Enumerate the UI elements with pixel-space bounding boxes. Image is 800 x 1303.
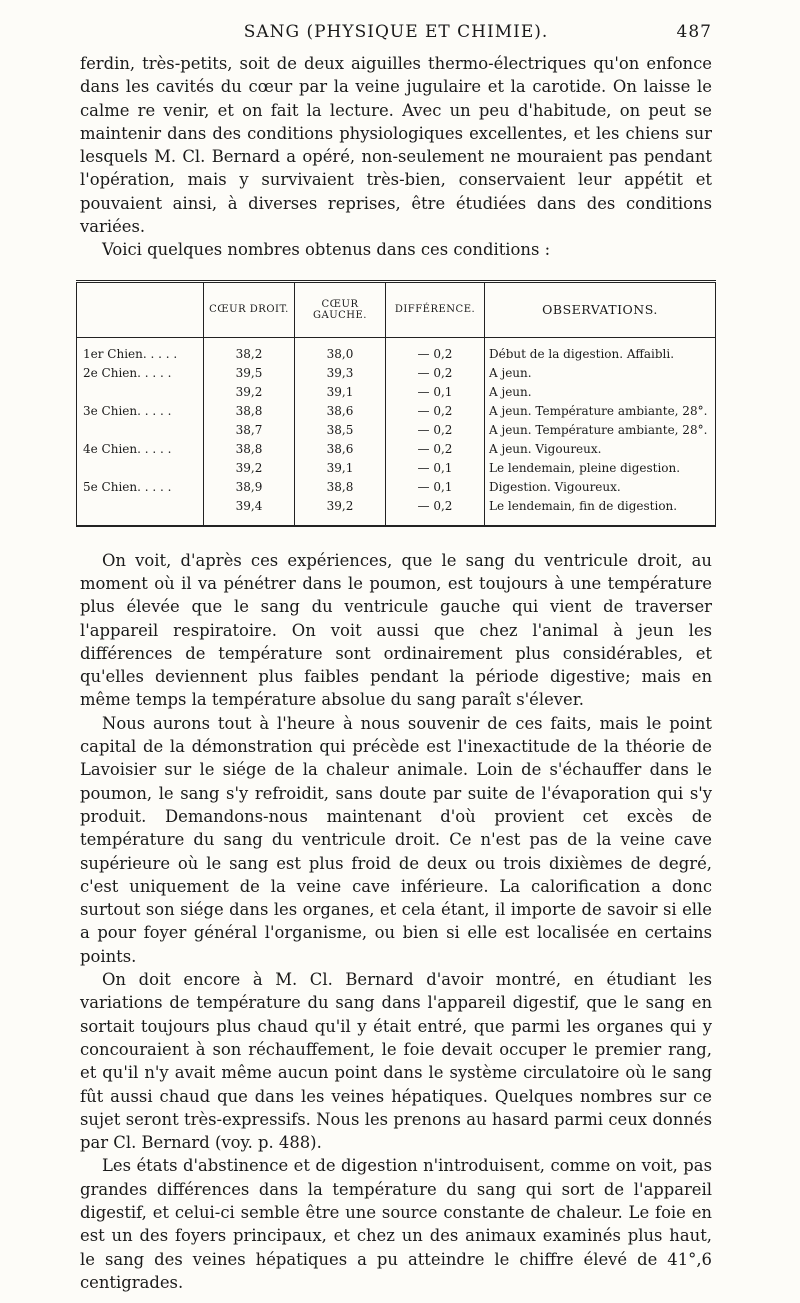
left-heart-cell: 39,1: [295, 459, 386, 478]
observation-cell: A jeun.: [489, 384, 532, 399]
column-header-difference: DIFFÉRENCE.: [386, 281, 485, 337]
observation-cell: Début de la digestion. Affaibli.: [489, 346, 675, 361]
temperature-table: [76, 280, 716, 527]
table-intro: Voici quelques nombres obtenus dans ces conditions :: [102, 240, 551, 260]
intro-paragraph: ferdin, très-petits, soit de deux aiguilles thermo-électriques qu'on enfonce dans les cavités du cœur par la veine jugulaire et la carotide. On laisse le calme re venir, et on fait la lecture. Avec un peu d'habitude, on peut se maintenir dans des conditions physiologiques excellentes, et les chiens sur lesquels M. Cl. Bernard a opéré, non-seulement ne mouraient pas pendant l'opération, mais y survivaient très-bien, conservaient leur appétit et pouvaient ainsi, à diverses reprises, être étudiées dans des conditions variées.: [80, 54, 712, 237]
right-heart-cell: 39,2: [204, 383, 295, 402]
observation-cell: Digestion. Vigoureux.: [489, 479, 621, 494]
table-row: [77, 364, 716, 383]
paragraph-2: Nous aurons tout à l'heure à nous souvenir de ces faits, mais le point capital de la démonstration qui précède est l'inexactitude de la théorie de Lavoisier sur le siége de la chaleur animale. Loin de s'échauffer dans le poumon, le sang s'y refroidit, sans doute par suite de l'évaporation qui s'y produit. Demandons-nous maintenant d'où provient cet excès de température du sang du ventricule droit. Ce n'est pas de la veine cave supérieure où le sang est plus froid de deux ou trois dixièmes de degré, c'est uniquement de la veine cave inférieure. La calorification a donc surtout son siége dans les organes, et cela étant, il importe de savoir si elle a pour foyer général l'organisme, ou bien si elle est localisée en certains points.: [80, 713, 712, 966]
paragraph-4: Les états d'abstinence et de digestion n'introduisent, comme on voit, pas grandes différences dans la température du sang qui sort de l'appareil digestif, et celui-ci semble être une source constante de chaleur. Le foie en est un des foyers principaux, et chez un des animaux examinés plus haut, le sang des veines hépatiques a pu atteindre le chiffre élevé de 41°,6 centigrades.: [80, 1156, 712, 1292]
subject-cell: 1er Chien. . . . .: [77, 337, 204, 364]
difference-cell: — 0,1: [386, 383, 485, 402]
right-heart-cell: 38,8: [204, 402, 295, 421]
difference-cell: — 0,1: [386, 459, 485, 478]
left-heart-cell: 38,6: [295, 402, 386, 421]
table-header-row: [77, 281, 716, 337]
observation-cell: A jeun. Température ambiante, 28°.: [489, 422, 708, 437]
column-header-subject: [77, 281, 204, 337]
paragraph-3: On doit encore à M. Cl. Bernard d'avoir montré, en étudiant les variations de température du sang dans l'appareil digestif, que le sang en sortait toujours plus chaud qu'il y était entré, que parmi les organes qui y concouraient à son réchauffement, le foie devait occuper le premier rang, et qu'il n'y avait même aucun point dans le système circulatoire où le sang fût aussi chaud que dans les veines hépatiques. Quelques nombres sur ce sujet seront très-expressifs. Nous les prenons au hasard parmi ceux donnés par Cl. Bernard (voy. p. 488).: [80, 970, 712, 1153]
column-header-left-heart: CŒUR GAUCHE.: [295, 281, 386, 337]
subject-cell: [77, 459, 204, 478]
table-row: [77, 440, 716, 459]
observation-cell: Le lendemain, pleine digestion.: [489, 460, 681, 475]
table-row: [77, 402, 716, 421]
difference-cell: — 0,1: [386, 478, 485, 497]
observation-cell: A jeun.: [489, 365, 532, 380]
subject-cell: 3e Chien. . . . .: [77, 402, 204, 421]
table-row: [77, 337, 716, 364]
column-header-right-heart: CŒUR DROIT.: [204, 281, 295, 337]
left-heart-cell: 39,2: [295, 497, 386, 526]
right-heart-cell: 38,8: [204, 440, 295, 459]
right-heart-cell: 38,9: [204, 478, 295, 497]
left-heart-cell: 39,1: [295, 383, 386, 402]
paragraph-1: On voit, d'après ces expériences, que le sang du ventricule droit, au moment où il va pénétrer dans le poumon, est toujours à une température plus élevée que le sang du ventricule gauche qui vient de traverser l'appareil respiratoire. On voit aussi que chez l'animal à jeun les différences de température sont ordinairement plus considérables, et qu'elles deviennent plus faibles pendant la période digestive; mais en même temps la température absolue du sang paraît s'élever.: [80, 550, 712, 710]
left-heart-cell: 38,0: [295, 337, 386, 364]
subject-cell: 5e Chien. . . . .: [77, 478, 204, 497]
right-heart-cell: 39,5: [204, 364, 295, 383]
right-heart-cell: 38,2: [204, 337, 295, 364]
difference-cell: — 0,2: [386, 364, 485, 383]
right-heart-cell: 39,4: [204, 497, 295, 526]
subject-cell: [77, 497, 204, 526]
table-row: [77, 421, 716, 440]
difference-cell: — 0,2: [386, 337, 485, 364]
left-heart-cell: 38,5: [295, 421, 386, 440]
difference-cell: — 0,2: [386, 421, 485, 440]
page-number: 487: [676, 22, 712, 42]
difference-cell: — 0,2: [386, 402, 485, 421]
observation-cell: Le lendemain, fin de digestion.: [489, 498, 678, 513]
subject-cell: 2e Chien. . . . .: [77, 364, 204, 383]
table-row: [77, 459, 716, 478]
difference-cell: — 0,2: [386, 440, 485, 459]
book-page: [80, 22, 712, 1294]
column-header-observations: OBSERVATIONS.: [485, 281, 716, 337]
difference-cell: — 0,2: [386, 497, 485, 526]
running-title: SANG (PHYSIQUE ET CHIMIE).: [243, 22, 549, 42]
right-heart-cell: 38,7: [204, 421, 295, 440]
observation-cell: A jeun. Température ambiante, 28°.: [489, 403, 708, 418]
subject-cell: 4e Chien. . . . .: [77, 440, 204, 459]
right-heart-cell: 39,2: [204, 459, 295, 478]
table-row: [77, 478, 716, 497]
left-heart-cell: 39,3: [295, 364, 386, 383]
observation-cell: A jeun. Vigoureux.: [489, 441, 602, 456]
table-row: [77, 383, 716, 402]
subject-cell: [77, 421, 204, 440]
running-head: [80, 22, 712, 48]
table-row: [77, 497, 716, 526]
subject-cell: [77, 383, 204, 402]
left-heart-cell: 38,8: [295, 478, 386, 497]
left-heart-cell: 38,6: [295, 440, 386, 459]
